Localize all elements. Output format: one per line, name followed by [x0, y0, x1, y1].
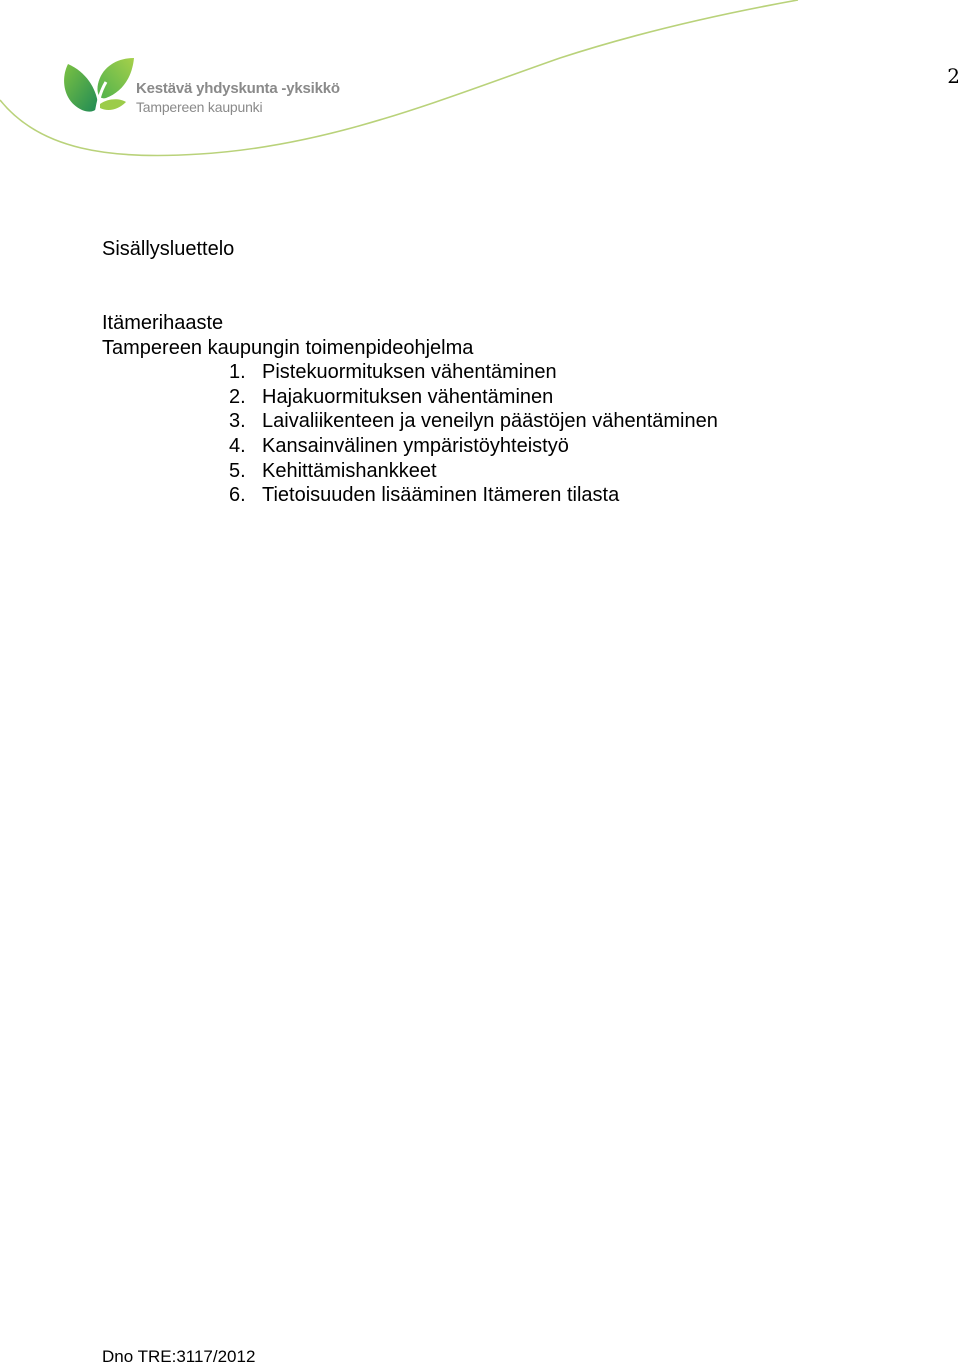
toc-item-label: Pistekuormituksen vähentäminen — [262, 361, 557, 384]
toc-list — [102, 360, 718, 508]
logo-subtitle: Tampereen kaupunki — [136, 99, 263, 115]
toc-intro-line: Tampereen kaupungin toimenpideohjelma — [102, 336, 474, 359]
toc-item-number: 5. — [229, 459, 246, 482]
toc-item — [102, 385, 718, 410]
toc-item-number: 3. — [229, 410, 246, 433]
toc-item-label: Hajakuormituksen vähentäminen — [262, 385, 554, 408]
toc-item — [102, 459, 718, 484]
logo-leaf-icon — [62, 54, 138, 116]
toc-intro-line: Itämerihaaste — [102, 312, 224, 334]
toc-item-label: Tietoisuuden lisääminen Itämeren tilasta — [262, 484, 620, 507]
toc-item — [102, 409, 718, 434]
toc-item — [102, 483, 718, 508]
toc-item — [102, 434, 718, 459]
toc-item-number: 1. — [229, 361, 246, 384]
toc-item-number: 6. — [229, 484, 246, 507]
footer-document-number: Dno TRE:3117/2012 — [102, 1347, 256, 1366]
page-number: 2 — [947, 64, 960, 88]
toc-heading: Sisällysluettelo — [102, 238, 235, 260]
toc-item-label: Laivaliikenteen ja veneilyn päästöjen vähentäminen — [262, 410, 718, 433]
toc-item-label: Kansainvälinen ympäristöyhteistyö — [262, 434, 569, 457]
toc-item-number: 2. — [229, 385, 246, 408]
toc-item-number: 4. — [229, 434, 246, 457]
toc-item — [102, 360, 718, 385]
logo-title: Kestävä yhdyskunta -yksikkö — [136, 80, 340, 97]
toc-item-label: Kehittämishankkeet — [262, 459, 437, 482]
toc-block — [102, 311, 718, 508]
